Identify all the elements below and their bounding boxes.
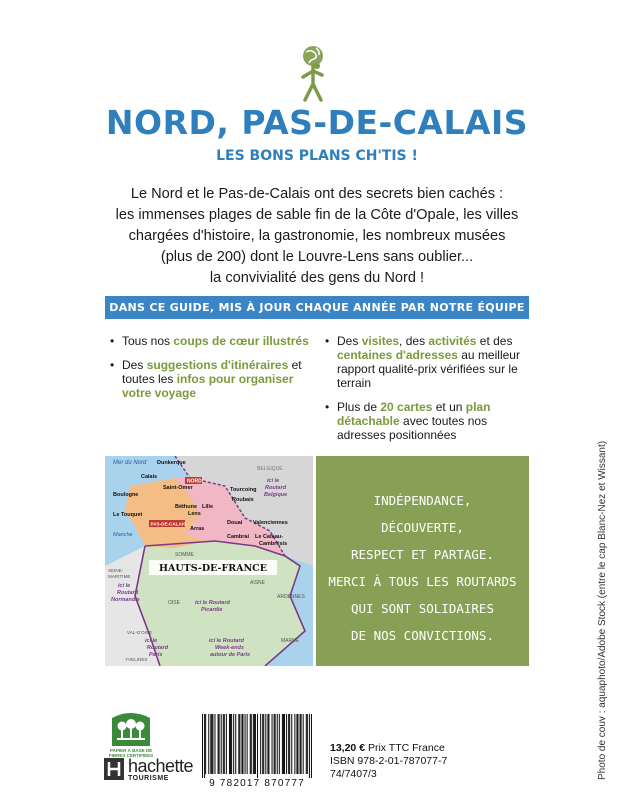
hachette-h-icon — [104, 758, 124, 780]
feature-text: Plus de — [337, 400, 381, 414]
price-line — [330, 742, 447, 755]
intro-paragraph — [40, 184, 594, 289]
paper-text: PAPIER À BASE DE FIBRES CERTIFIÉES — [108, 748, 154, 758]
barcode-bar — [231, 714, 232, 774]
isbn: ISBN 978-2-01-787077-7 — [330, 755, 448, 767]
barcode-bar — [303, 714, 304, 774]
map-label: Le Touquet — [113, 512, 143, 518]
values-line: INDÉPENDANCE, — [373, 493, 472, 508]
barcode-bar — [300, 714, 301, 774]
bullet-dot-icon: • — [325, 400, 330, 414]
barcode-bar — [212, 714, 213, 774]
feature-text: au meilleur rapport qualité-prix vérifiées sur le terrain — [337, 348, 520, 390]
map-label: Routard — [147, 645, 169, 651]
map-label: VAL-D'OISE — [127, 630, 153, 635]
barcode-bar — [239, 714, 240, 774]
map-label: AISNE — [250, 580, 266, 586]
region-map — [105, 456, 313, 666]
map-label: Boulogne — [113, 492, 139, 498]
bullet-dot-icon: • — [110, 358, 115, 372]
barcode-bar — [214, 714, 215, 774]
map-label: autour de Paris — [210, 652, 251, 658]
barcode-number: 9 782017 870777 — [209, 778, 305, 789]
barcode-bar — [253, 714, 254, 774]
barcode-bar — [272, 714, 273, 774]
barcode-bar — [268, 714, 269, 774]
map-label: Paris — [149, 652, 163, 658]
map-label: Normandie — [111, 597, 140, 603]
publisher-name: hachette — [128, 756, 194, 776]
map-label: Le Cateau- — [255, 534, 284, 540]
values-line: RESPECT ET PARTAGE. — [351, 547, 494, 562]
barcode-bar — [265, 714, 266, 774]
features-left — [110, 334, 310, 410]
map-label: ici le Routard — [195, 600, 230, 606]
barcode — [198, 712, 316, 778]
features-right — [325, 334, 535, 452]
map-label: SOMME — [175, 552, 194, 558]
reference: 74/7407/3 — [330, 768, 377, 780]
map-label: Routard — [117, 590, 139, 596]
guide-title: NORD, PAS-DE-CALAIS — [105, 103, 529, 142]
barcode-bar — [218, 714, 219, 774]
intro-line: (plus de 200) dont le Louvre-Lens sans oublier... — [160, 249, 474, 265]
barcode-bar — [283, 714, 284, 774]
barcode-bar — [245, 714, 246, 774]
price: 13,20 € — [330, 742, 366, 754]
barcode-bar — [250, 714, 251, 774]
intro-line: chargées d'histoire, la gastronomie, les nombreux musées — [128, 228, 506, 244]
map-label: HAUTS-DE-FRANCE — [159, 563, 267, 574]
barcode-bar — [284, 714, 285, 774]
bullet-dot-icon: • — [325, 334, 330, 348]
barcode-bar — [307, 714, 308, 774]
barcode-bar — [204, 714, 205, 778]
barcode-bar — [251, 714, 252, 774]
barcode-bar — [275, 714, 276, 774]
barcode-bar — [286, 714, 287, 774]
map-label: MARITIME — [108, 574, 131, 579]
values-panel — [316, 456, 529, 666]
feature-highlight: plan détachable — [337, 400, 491, 428]
values-line: MERCI À TOUS LES ROUTARDS — [328, 574, 517, 589]
feature-highlight: visites — [361, 334, 400, 348]
map-label: Belgique — [264, 492, 288, 498]
barcode-bar — [255, 714, 256, 774]
barcode-bar — [242, 714, 243, 774]
barcode-bar — [288, 714, 289, 774]
barcode-bar — [282, 714, 283, 774]
feature-text: Tous nos — [122, 334, 174, 348]
map-label: Cambrésis — [259, 541, 288, 547]
barcode-bar — [247, 714, 248, 774]
barcode-bar — [301, 714, 302, 774]
barcode-bar — [257, 714, 258, 778]
map-label: Valenciennes — [253, 520, 288, 526]
map-label: NORD — [187, 478, 202, 485]
barcode-bar — [230, 714, 231, 774]
map-label: ici le — [267, 478, 280, 484]
map-label: ici le — [118, 583, 131, 589]
barcode-bar — [277, 714, 278, 774]
map-label: Manche — [113, 532, 133, 538]
map-label: Roubaix — [232, 497, 254, 503]
feature-text: Des — [122, 358, 147, 372]
map-label: OISE — [168, 600, 180, 606]
map-label: Dunkerque — [157, 460, 186, 466]
feature-highlight: infos pour organiser votre voyage — [122, 372, 294, 400]
feature-bullet — [325, 400, 535, 442]
barcode-bar — [211, 714, 212, 774]
feature-text: , des — [399, 334, 429, 348]
map-label: SEINE- — [108, 568, 124, 573]
barcode-bar — [223, 714, 224, 774]
barcode-bar — [224, 714, 225, 774]
barcode-bar — [294, 714, 295, 774]
barcode-bar — [205, 714, 206, 774]
barcode-bar — [262, 714, 263, 774]
routard-globe-logo — [289, 44, 341, 106]
map-label: PAS-DE-CALAIS — [150, 521, 187, 527]
feature-text: et toutes les — [122, 358, 302, 386]
map-label: BELGIQUE — [257, 466, 283, 472]
values-line: DÉCOUVERTE, — [381, 520, 464, 535]
barcode-bar — [289, 714, 290, 774]
feature-text: et un — [432, 400, 466, 414]
map-label: ici le — [145, 638, 158, 644]
map-label: Cambrai — [227, 534, 250, 540]
barcode-bar — [291, 714, 292, 774]
barcode-bar — [267, 714, 268, 774]
barcode-bar — [263, 714, 264, 774]
barcode-bar — [221, 714, 222, 774]
barcode-bar — [226, 714, 227, 774]
barcode-bar — [210, 714, 211, 774]
certified-paper-logo — [108, 712, 154, 748]
feature-highlight: suggestions d'itinéraires — [146, 358, 289, 372]
barcode-bar — [235, 714, 236, 774]
map-label: MARNE — [281, 638, 300, 644]
feature-bullet — [110, 358, 310, 400]
barcode-bar — [279, 714, 280, 774]
map-label: ARDENNES — [277, 594, 305, 600]
price-block — [330, 742, 447, 781]
barcode-bar — [296, 714, 297, 774]
barcode-bar — [208, 714, 209, 774]
intro-line: Le Nord et le Pas-de-Calais ont des secrets bien cachés : — [130, 186, 504, 202]
guide-subtitle: LES BONS PLANS CH'TIS ! — [216, 148, 418, 164]
price-suffix: Prix TTC France — [365, 742, 445, 754]
map-label: Picardie — [201, 607, 223, 613]
map-label: YVELINES — [125, 657, 148, 662]
barcode-bar — [202, 714, 203, 778]
map-label: ici le Routard — [209, 638, 244, 644]
publisher-sub: TOURISME — [128, 775, 169, 782]
intro-line: la convivialité des gens du Nord ! — [209, 270, 425, 286]
map-label: Lens — [188, 511, 201, 517]
barcode-bar — [297, 714, 298, 774]
feature-text: Des — [337, 334, 362, 348]
barcode-bar — [309, 714, 310, 778]
feature-bullet — [110, 334, 310, 348]
map-label: Douai — [227, 520, 243, 526]
map-label: Arras — [190, 526, 205, 532]
feature-highlight: centaines d'adresses — [337, 348, 458, 362]
values-line: DE NOS CONVICTIONS. — [351, 628, 494, 643]
map-label: Calais — [141, 474, 158, 480]
map-label: Routard — [265, 485, 287, 491]
barcode-bar — [241, 714, 242, 774]
barcode-bar — [219, 714, 220, 774]
feature-highlight: coups de cœur illustrés — [173, 334, 309, 348]
map-label: Béthune — [175, 504, 197, 510]
values-line: QUI SONT SOLIDAIRES — [351, 601, 494, 616]
barcode-bar — [233, 714, 234, 774]
barcode-bar — [311, 714, 312, 778]
barcode-bar — [254, 714, 255, 774]
bullet-dot-icon: • — [110, 334, 115, 348]
feature-text: avec toutes nos adresses positionnées — [337, 414, 488, 442]
feature-text: et des — [476, 334, 513, 348]
feature-highlight: activités — [428, 334, 477, 348]
map-label: Saint-Omer — [163, 485, 193, 491]
feature-highlight: 20 cartes — [380, 400, 433, 414]
map-label: Week-ends — [215, 645, 244, 651]
photo-credit-text: Photo de couv : aquaphoto/Adobe Stock (entre le cap Blanc-Nez et Wissant) — [597, 440, 608, 780]
barcode-bar — [238, 714, 239, 774]
map-label: Mer du Nord — [113, 460, 147, 466]
barcode-bar — [229, 714, 230, 774]
map-label: Lille — [202, 504, 214, 510]
barcode-bar — [274, 714, 275, 774]
barcode-bar — [306, 714, 307, 774]
intro-line: les immenses plages de sable fin de la Côte d'Opale, les villes — [115, 207, 519, 223]
feature-bullet — [325, 334, 535, 390]
guide-band: DANS CE GUIDE, MIS À JOUR CHAQUE ANNÉE PAR NOTRE ÉQUIPE — [105, 296, 529, 319]
photo-credit — [595, 440, 611, 780]
barcode-bar — [260, 714, 261, 774]
map-label: Tourcoing — [230, 487, 257, 493]
